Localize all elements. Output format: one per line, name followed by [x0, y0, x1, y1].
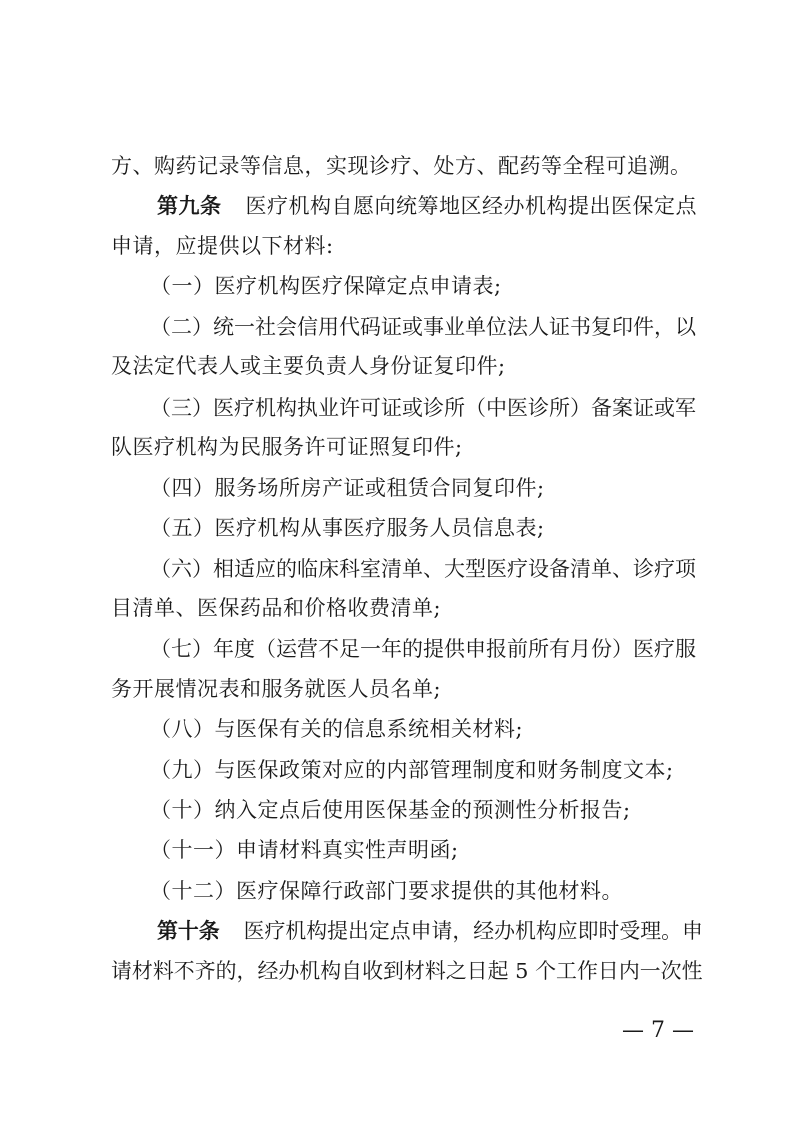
item-3-line-2: 队医疗机构为民服务许可证照复印件;	[111, 435, 463, 459]
item-11: （十一）申请材料真实性声明函;	[150, 838, 459, 862]
item-3-line-1: （三）医疗机构执业许可证或诊所（中医诊所）备案证或军	[150, 396, 696, 420]
article-10-label: 第十条	[157, 918, 220, 943]
item-10: （十）纳入定点后使用医保基金的预测性分析报告;	[150, 798, 631, 822]
item-9: （九）与医保政策对应的内部管理制度和财务制度文本;	[150, 758, 674, 782]
item-4: （四）服务场所房产证或租赁合同复印件;	[150, 476, 545, 500]
item-2-line-1: （二）统一社会信用代码证或事业单位法人证书复印件，以	[150, 315, 696, 339]
item-7-line-1: （七）年度（运营不足一年的提供申报前所有月份）医疗服	[150, 637, 696, 661]
article-9-text: 医疗机构自愿向统筹地区经办机构提出医保定点	[245, 194, 697, 218]
continuation-line: 方、购药记录等信息，实现诊疗、处方、配药等全程可追溯。	[111, 154, 692, 178]
article-9-line-1	[157, 192, 697, 220]
item-8: （八）与医保有关的信息系统相关材料;	[150, 717, 524, 741]
item-1: （一）医疗机构医疗保障定点申请表;	[150, 274, 502, 298]
article-9-line-2: 申请，应提供以下材料:	[111, 234, 334, 258]
item-6-line-2: 目清单、医保药品和价格收费清单;	[111, 596, 442, 620]
article-9-label: 第九条	[157, 193, 222, 218]
item-5: （五）医疗机构从事医疗服务人员信息表;	[150, 516, 545, 540]
item-6-line-1: （六）相适应的临床科室清单、大型医疗设备清单、诊疗项	[150, 557, 696, 581]
article-10-text: 医疗机构提出定点申请，经办机构应即时受理。申	[243, 919, 703, 943]
item-7-line-2: 务开展情况表和服务就医人员名单;	[111, 677, 442, 701]
article-10-line-1	[157, 917, 703, 945]
item-12: （十二）医疗保障行政部门要求提供的其他材料。	[150, 879, 623, 903]
page-number: — 7 —	[622, 1018, 694, 1043]
item-2-line-2: 及法定代表人或主要负责人身份证复印件;	[111, 354, 506, 378]
article-10-line-2: 请材料不齐的，经办机构自收到材料之日起 5 个工作日内一次性	[111, 959, 703, 983]
